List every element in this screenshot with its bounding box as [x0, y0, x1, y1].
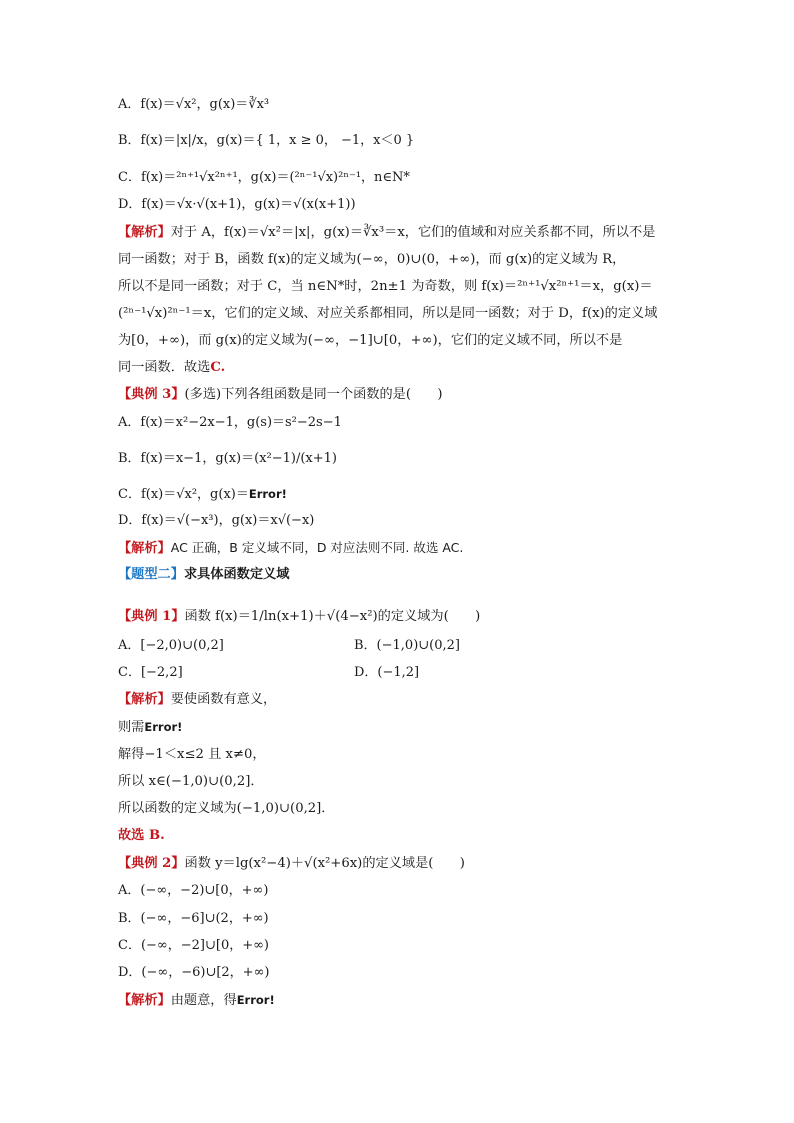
example-3-option-c: C．f(x)＝√x²，g(x)＝Error!	[118, 487, 287, 502]
option-c: C．f(x)＝²ⁿ⁺¹√x²ⁿ⁺¹，g(x)＝(²ⁿ⁻¹√x)²ⁿ⁻¹，n∈N*	[118, 170, 410, 185]
analysis-line-1: 【解析】对于 A，f(x)＝√x²＝|x|，g(x)＝∛x³＝x，它们的值域和对应关系都不同，所以不是	[118, 225, 656, 240]
error-placeholder: Error!	[144, 720, 183, 734]
analysis-tag: 【解析】	[118, 225, 171, 240]
example-1-option-a: A．[−2,0)∪(0,2]	[118, 638, 224, 653]
analysis-step-5: 所以函数的定义域为(−1,0)∪(0,2]．	[118, 801, 335, 816]
type-tag: 【题型二】	[118, 567, 184, 582]
analysis-step-6: 故选 B.	[118, 828, 165, 843]
example-1-option-b: B．(−1,0)∪(0,2]	[354, 638, 460, 653]
example-2-analysis: 【解析】由题意，得Error!	[118, 993, 275, 1008]
example-2-option-b: B．(−∞，−6]∪(2，+∞)	[118, 911, 269, 926]
example-3-tag: 【典例 3】	[118, 387, 185, 402]
example-1-option-c: C．[−2,2]	[118, 665, 183, 680]
example-3-analysis: 【解析】AC 正确，B 定义域不同，D 对应法则不同. 故选 AC.	[118, 540, 464, 556]
analysis-line-3: 所以不是同一函数；对于 C，当 n∈N*时，2n±1 为奇数，则 f(x)＝²ⁿ⁺¹√x²ⁿ⁺¹＝x，g(x)＝	[118, 279, 653, 294]
analysis-tag: 【解析】	[118, 692, 171, 707]
analysis-line-6: 同一函数．故选C.	[118, 360, 226, 375]
example-2-option-d: D．(−∞，−6)∪[2，+∞)	[118, 965, 270, 980]
analysis-step-4: 所以 x∈(−1,0)∪(0,2]．	[118, 774, 264, 789]
analysis-step-2: 则需Error!	[118, 720, 183, 735]
analysis-step-3: 解得−1＜x≤2 且 x≠0，	[118, 747, 266, 762]
option-b: B．f(x)＝|x|/x，g(x)＝{ 1，x ≥ 0， −1，x＜0 }	[118, 133, 415, 148]
analysis-tag: 【解析】	[118, 993, 171, 1008]
example-3-option-a: A．f(x)＝x²−2x−1，g(s)＝s²−2s−1	[118, 415, 342, 430]
analysis-line-4: (²ⁿ⁻¹√x)²ⁿ⁻¹＝x，它们的定义域、对应关系都相同，所以是同一函数；对于 D，f(x)的定义域	[118, 306, 658, 321]
example-1-tag: 【典例 1】	[118, 609, 185, 624]
error-placeholder: Error!	[236, 993, 275, 1007]
example-3-option-b: B．f(x)＝x−1，g(x)＝(x²−1)/(x+1)	[118, 451, 338, 466]
example-1-question: 【典例 1】函数 f(x)＝1/ln(x+1)＋√(4−x²)的定义域为( )	[118, 609, 481, 624]
example-1-analysis: 【解析】要使函数有意义，	[118, 692, 277, 707]
analysis-line-2: 同一函数；对于 B，函数 f(x)的定义域为(−∞，0)∪(0，+∞)，而 g(x)的定义域为 R，	[118, 252, 626, 267]
option-a: A．f(x)＝√x²，g(x)＝∛x³	[118, 97, 270, 112]
example-1-option-d: D．(−1,2]	[354, 665, 420, 680]
error-placeholder: Error!	[248, 487, 287, 501]
example-3-option-d: D．f(x)＝√(−x³)，g(x)＝x√(−x)	[118, 513, 315, 528]
section-heading: 【题型二】求具体函数定义域	[118, 567, 290, 582]
analysis-tag: 【解析】	[118, 541, 171, 556]
example-2-tag: 【典例 2】	[118, 856, 185, 871]
option-d: D．f(x)＝√x·√(x+1)，g(x)＝√(x(x+1))	[118, 197, 356, 212]
example-2-option-c: C．(−∞，−2]∪[0，+∞)	[118, 938, 270, 953]
example-2-question: 【典例 2】函数 y＝lg(x²−4)＋√(x²+6x)的定义域是( )	[118, 856, 465, 871]
example-2-option-a: A．(−∞，−2)∪[0，+∞)	[118, 883, 269, 898]
analysis-line-5: 为[0，+∞)，而 g(x)的定义域为(−∞，−1]∪[0，+∞)，它们的定义域不同，所以不是	[118, 333, 623, 348]
example-3-question: 【典例 3】(多选)下列各组函数是同一个函数的是( )	[118, 387, 443, 402]
